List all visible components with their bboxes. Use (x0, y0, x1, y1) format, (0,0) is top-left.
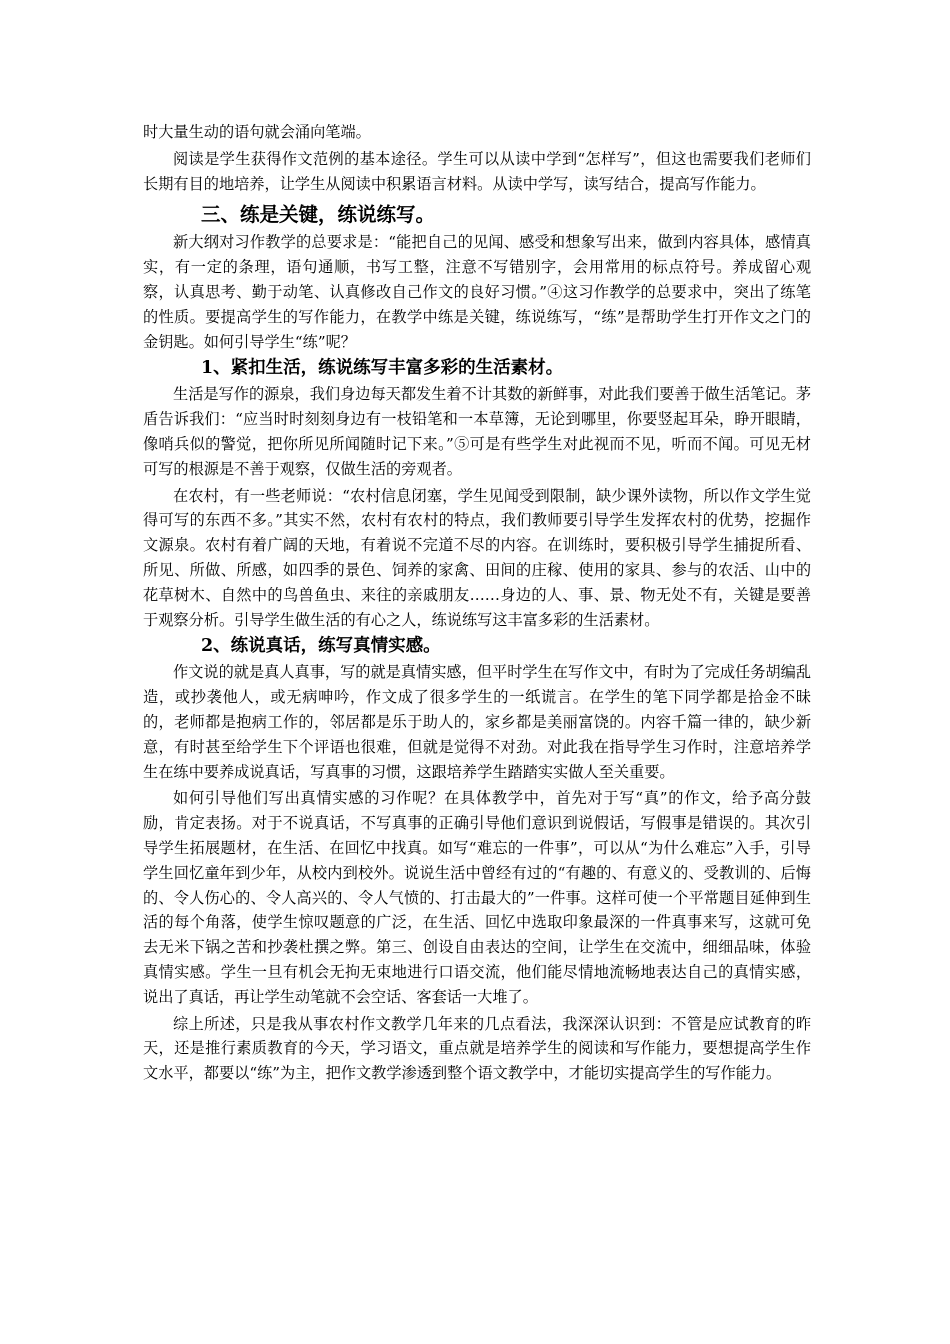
paragraph-syllabus: 新大纲对习作教学的总要求是：“能把自己的见闻、感受和想象写出来，做到内容具体，感情真实，有一定的条理，语句通顺，书写工整，注意不写错别字，会用常用的标点符号。养成留心观察，认真思考、勤于动笔、认真修改自己作文的良好习惯。”④这习作教学的总要求中，突出了练笔的性质。要提高学生的写作能力，在教学中练是关键，练说练写，“练”是帮助学生打开作文之门的金钥匙。如何引导学生“练”呢？ (143, 233, 811, 351)
paragraph-reading: 阅读是学生获得作文范例的基本途径。学生可以从读中学到“怎样写”，但这也需要我们老师们长期有目的地培养，让学生从阅读中积累语言材料。从读中学写，读写结合，提高写作能力。 (143, 149, 811, 193)
document-page (143, 120, 811, 1086)
paragraph-countryside: 在农村，有一些老师说：“农村信息闭塞，学生见闻受到限制，缺少课外读物，所以作文学生觉得可写的东西不多。”其实不然，农村有农村的特点，我们教师要引导学生发挥农村的优势，挖掘作文源泉。农村有着广阔的天地，有着说不完道不尽的内容。在训练时，要积极引导学生捕捉所看、所见、所做、所感，如四季的景色、饲养的家禽、田间的庄稼、使用的家具、参与的农活、山中的花草树木、自然中的鸟兽鱼虫、来往的亲戚朋友……身边的人、事、景、物无处不有，关键是要善于观察分析。引导学生做生活的有心之人，练说练写这丰富多彩的生活素材。 (143, 486, 811, 629)
paragraph-real-people: 作文说的就是真人真事，写的就是真情实感，但平时学生在写作文中，有时为了完成任务胡编乱造，或抄袭他人，或无病呻吟，作文成了很多学生的一纸谎言。在学生的笔下同学都是拾金不昧的，老师都是抱病工作的，邻居都是乐于助人的，家乡都是美丽富饶的。内容千篇一律的，缺少新意，有时甚至给学生下个评语也很难，但就是觉得不对劲。对此我在指导学生习作时，注意培养学生在练中要养成说真话，写真事的习惯，这跟培养学生踏踏实实做人至关重要。 (143, 663, 811, 781)
paragraph-life-source: 生活是写作的源泉，我们身边每天都发生着不计其数的新鲜事，对此我们要善于做生活笔记。茅盾告诉我们：“应当时时刻刻身边有一枝铅笔和一本草簿，无论到哪里，你要竖起耳朵，睁开眼睛，像哨兵似的警觉，把你所见所闻随时记下来。”⑤可是有些学生对此视而不见，听而不闻。可见无材可写的根源是不善于观察，仅做生活的旁观者。 (143, 385, 811, 478)
subheading-one: 1、紧扣生活，练说练写丰富多彩的生活素材。 (201, 358, 564, 379)
section-heading-three: 三、练是关键，练说练写。 (201, 203, 436, 227)
subheading-two: 2、练说真话，练写真情实感。 (201, 636, 441, 657)
paragraph-continuation: 时大量生动的语句就会涌向笔端。 (143, 123, 371, 141)
paragraph-conclusion: 综上所述，只是我从事农村作文教学几年来的几点看法，我深深认识到：不管是应试教育的昨天，还是推行素质教育的今天，学习语文，重点就是培养学生的阅读和写作能力，要想提高学生作文水平，都要以“练”为主，把作文教学渗透到整个语文教学中，才能切实提高学生的写作能力。 (143, 1014, 811, 1083)
paragraph-guidance: 如何引导他们写出真情实感的习作呢？在具体教学中，首先对于写“真”的作文，给予高分鼓励，肯定表扬。对于不说真话，不写真事的正确引导他们意识到说假话，写假事是错误的。其次引导学生拓展题材，在生活、在回忆中找真。如写“难忘的一件事”，可以从“为什么难忘”入手，引导学生回忆童年到少年，从校内到校外。说说生活中曾经有过的“有趣的、有意义的、受教训的、后悔的、令人伤心的、令人高兴的、令人气愤的、打击最大的”一件事。这样可使一个平常题目延伸到生活的每个角落，使学生惊叹题意的广泛，在生活、回忆中选取印象最深的一件真事来写，这就可免去无米下锅之苦和抄袭杜撰之弊。第三、创设自由表达的空间，让学生在交流中，细细品味，体验真情实感。学生一旦有机会无拘无束地进行口语交流，他们能尽情地流畅地表达自己的真情实感，说出了真话，再让学生动笔就不会空话、客套话一大堆了。 (143, 789, 811, 1006)
